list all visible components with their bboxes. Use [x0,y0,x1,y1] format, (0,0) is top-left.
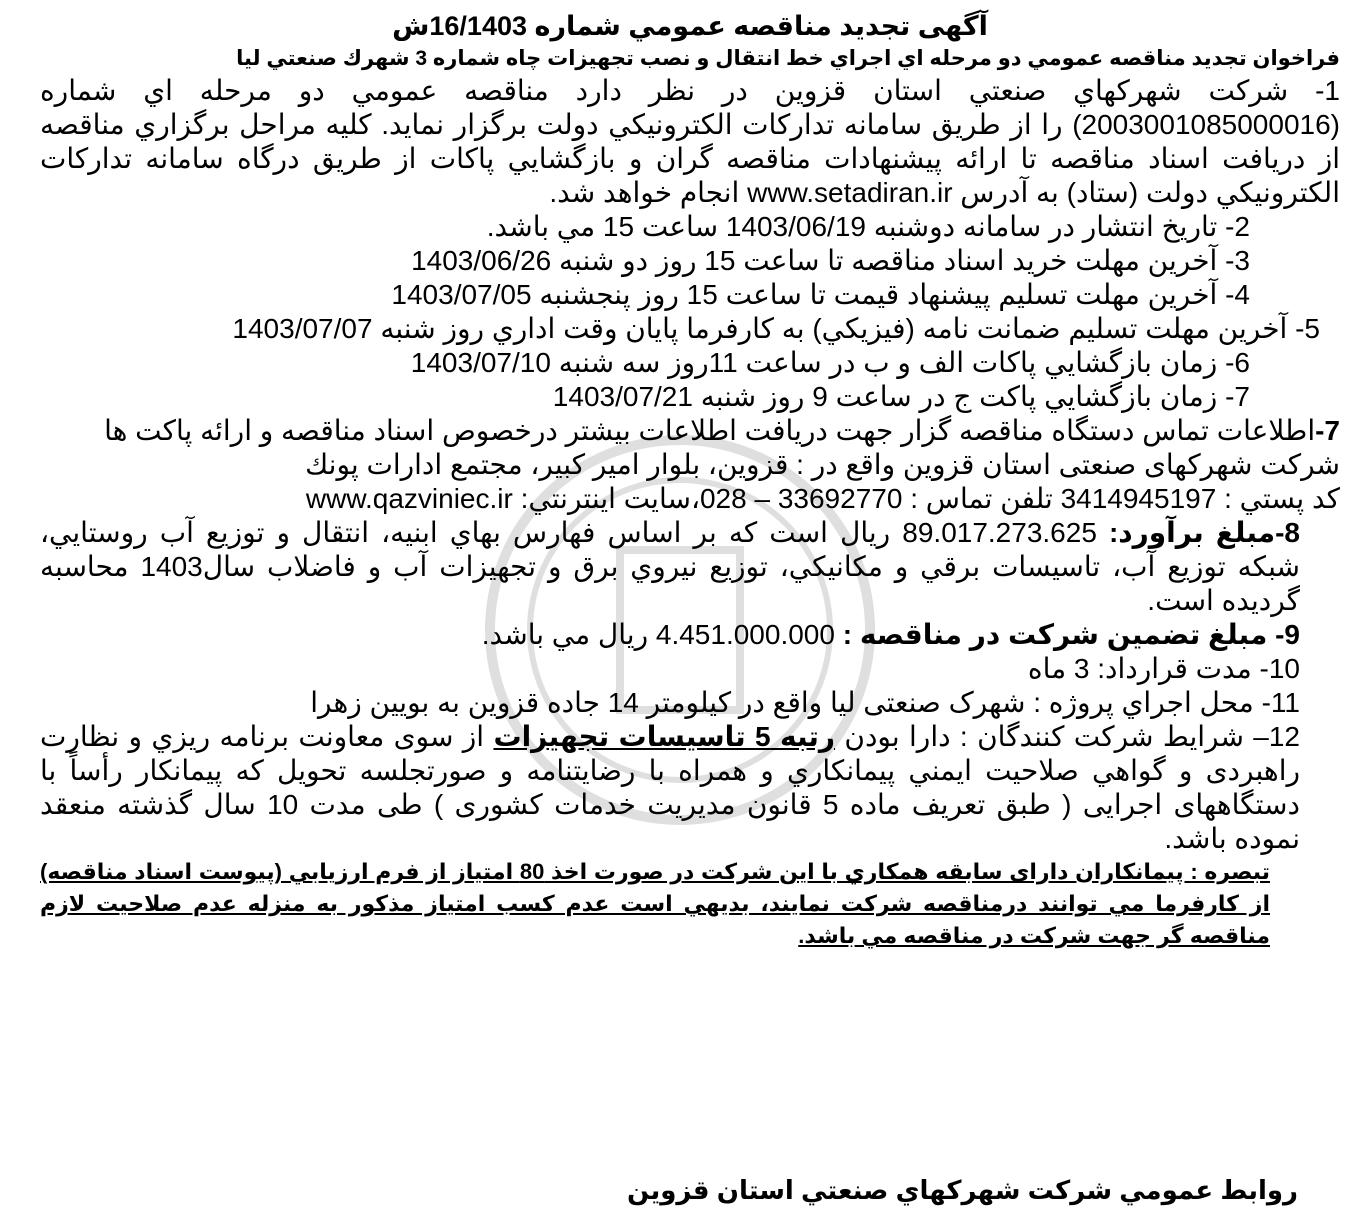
note-paragraph: تبصره : پيمانكاران دارای سابقه همكاري با اين شركت در صورت اخذ 80 امتياز از فرم ارزيابي (پيوست اسناد مناقصه) از كارفرما مي توانند درمناقصه شركت نمايند، بديهي است عدم كسب امتياز مذكور به منزله عدم صلاحيت لازم مناقصه گر جهت شركت در مناقصه مي باشد. [40,859,1270,948]
item-12-a: 12– شرايط شركت كنندگان : دارا بودن [835,721,1301,752]
list-item: 4- آخرين مهلت تسليم پيشنهاد قيمت تا ساعت 15 روز پنجشنبه 1403/07/05 [391,279,1250,310]
item-12 [40,720,1340,856]
item-12-rank: رتبه 5 تاسيسات تجهيزات [493,721,836,752]
list-item: 7- زمان بازگشايي پاكت ج در ساعت 9 روز شنبه 1403/07/21 [552,381,1250,412]
item-9 [40,618,1340,652]
item-11: 11- محل اجراي پروژه : شهرک صنعتی ليا واقع در كيلومتر 14 جاده قزوين به بويين زهرا [310,687,1300,718]
list-item: 5- آخرين مهلت تسليم ضمانت نامه (فيزيكي) به كارفرما پايان وقت اداري روز شنبه 1403/07/07 [232,313,1320,344]
item-8-text: ريال است كه بر اساس فهارس بهاي ابنيه، انتقال و توزيع آب روستايي، شبكه توزيع آب، تاسيسات برقي و مكانيكي، توزيع نيروي برق و تجهيزات آب و فاضلاب سال1403 محاسبه گرديده است. [40,517,1300,616]
item-9-text: 4.451.000.000 ريال مي باشد. [481,619,835,650]
item-8-label: 8-مبلغ برآورد: [1108,517,1300,548]
item-9-label: 9- مبلغ تضمين شركت در مناقصه : [842,619,1300,650]
notice-title: آگهی تجدید مناقصه عمومي شماره 16/1403ش [392,11,988,41]
contact-heading [40,414,1340,448]
footer-signature: روابط عمومي شركت شهركهاي صنعتي استان قزوين [627,1175,1298,1205]
item-8-amount: 89.017.273.625 [902,517,1097,548]
list-item: 2- تاريخ انتشار در سامانه دوشنبه 1403/06/19 ساعت 15 مي باشد. [486,211,1250,242]
contact-heading-text: اطلاعات تماس دستگاه مناقصه گزار جهت دريافت اطلاعات بيشتر درخصوص اسناد مناقصه و ارائه پاكت ها [104,415,1316,446]
contact-number: 7- [1315,415,1340,446]
item-10: 10- مدت قرارداد: 3 ماه [1027,653,1300,684]
notice-subtitle: فراخوان تجديد مناقصه عمومي دو مرحله اي اجراي خط انتقال و نصب تجهيزات چاه شماره 3 شهرك صنعتي ليا [236,47,1340,70]
paragraph-1: 1- شركت شهركهاي صنعتي استان قزوين در نظر دارد مناقصه عمومي دو مرحله اي شماره (2003001085000016) را از طريق سامانه تداركات الكترونيكي دولت برگزار نمايد. كليه مراحل برگزاري مناقصه از دريافت اسناد مناقصه تا ارائه پيشنهادات مناقصه گران و بازگشايي پاكات از طريق درگاه سامانه تداركات الكترونيكي دولت (ستاد) به آدرس www.setadiran.ir انجام خواهد شد. [40,75,1340,208]
item-12-c: از سوی معاونت برنامه ريزي و نظارت راهبردی و گواهي صلاحيت ايمني پيمانكاري و همراه با رضايتنامه و صورتجلسه تحويل كه پيمانكار رأساً با دستگاههای اجرايی ( طبق تعريف ماده 5 قانون مديريت خدمات كشوری ) طی مدت 10 سال گذشته منعقد نموده باشد. [40,721,1300,854]
item-8 [40,516,1340,618]
dates-list [40,210,1340,414]
list-item: 3- آخرين مهلت خريد اسناد مناقصه تا ساعت 15 روز دو شنبه 1403/06/26 [411,245,1250,276]
contact-address: شركت شهركهای صنعتی استان قزوين واقع در : قزوين، بلوار امير كبير، مجتمع ادارات پونك [305,449,1340,480]
list-item: 6- زمان بازگشايي پاكات الف و ب در ساعت 11روز سه شنبه 1403/07/10 [410,347,1250,378]
contact-info: كد پستي : 3414945197 تلفن تماس : 33692770 – 028،سايت اينترنتي: www.qazviniec.ir [305,483,1340,514]
